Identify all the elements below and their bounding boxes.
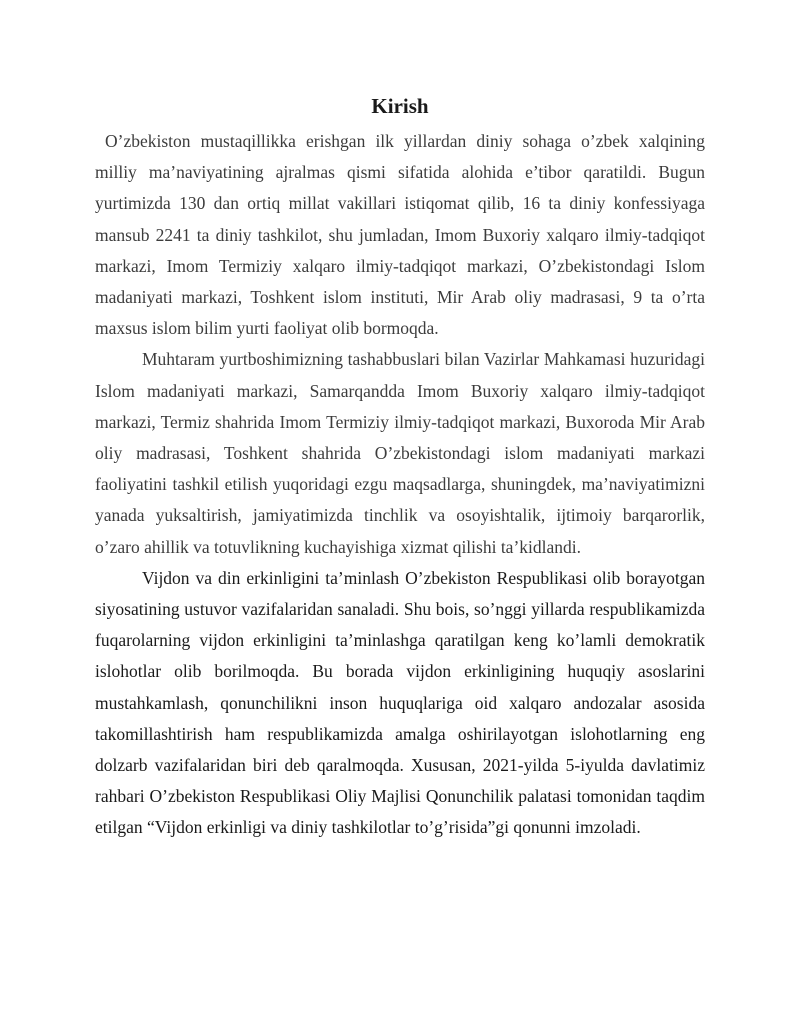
document-body xyxy=(95,126,705,844)
paragraph-intro: O’zbekiston mustaqillikka erishgan ilk yillardan diniy sohaga o’zbek xalqining milliy ma’naviyatining ajralmas qismi sifatida alohida e’tibor qaratildi. Bugun yurtimizda 130 dan ortiq millat vakillari istiqomat qilib, 16 ta diniy konfessiyaga mansub 2241 ta diniy tashkilot, shu jumladan, Imom Buxoriy xalqaro ilmiy-tadqiqot markazi, Imom Termiziy xalqaro ilmiy-tadqiqot markazi, O’zbekistondagi Islom madaniyati markazi, Toshkent islom instituti, Mir Arab oliy madrasasi, 9 ta o’rta maxsus islom bilim yurti faoliyat olib bormoqda. xyxy=(95,131,705,339)
page-title: Kirish xyxy=(371,94,429,118)
paragraph-freedom-of-conscience: Vijdon va din erkinligini ta’minlash O’zbekiston Respublikasi olib borayotgan siyosatining ustuvor vazifalaridan sanaladi. Shu bois, so’nggi yillarda respublikamizda fuqarolarning vijdon erkinligini ta’minlashga qaratilgan keng ko’lamli demokratik islohotlar olib borilmoqda. Bu borada vijdon erkinligining huquqiy asoslarini mustahkamlash, qonunchilikni inson huquqlariga oid xalqaro andozalar asosida takomillashtirish ham respublikamizda amalga oshirilayotgan islohotlarning eng dolzarb vazifalaridan biri deb qaralmoqda. Xususan, 2021-yilda 5-iyulda davlatimiz rahbari O’zbekiston Respublikasi Oliy Majlisi Qonunchilik palatasi tomonidan taqdim etilgan “Vijdon erkinligi va diniy tashkilotlar to’g’risida”gi qonunni imzoladi. xyxy=(95,567,705,838)
paragraph-initiatives: Muhtaram yurtboshimizning tashabbuslari bilan Vazirlar Mahkamasi huzuridagi Islom madaniyati markazi, Samarqandda Imom Buxoriy xalqaro ilmiy-tadqiqot markazi, Termiz shahrida Imom Termiziy ilmiy-tadqiqot markazi, Buxoroda Mir Arab oliy madrasasi, Toshkent shahrida O’zbekistondagi islom madaniyati markazi faoliyatini tashkil etilish yuqoridagi ezgu maqsadlarga, shuningdek, ma’naviyatimizni yanada yuksaltirish, jamiyatimizda tinchlik va osoyishtalik, ijtimoiy barqarorlik, o’zaro ahillik va totuvlikning kuchayishiga xizmat qilishi ta’kidlandi. xyxy=(95,349,705,557)
